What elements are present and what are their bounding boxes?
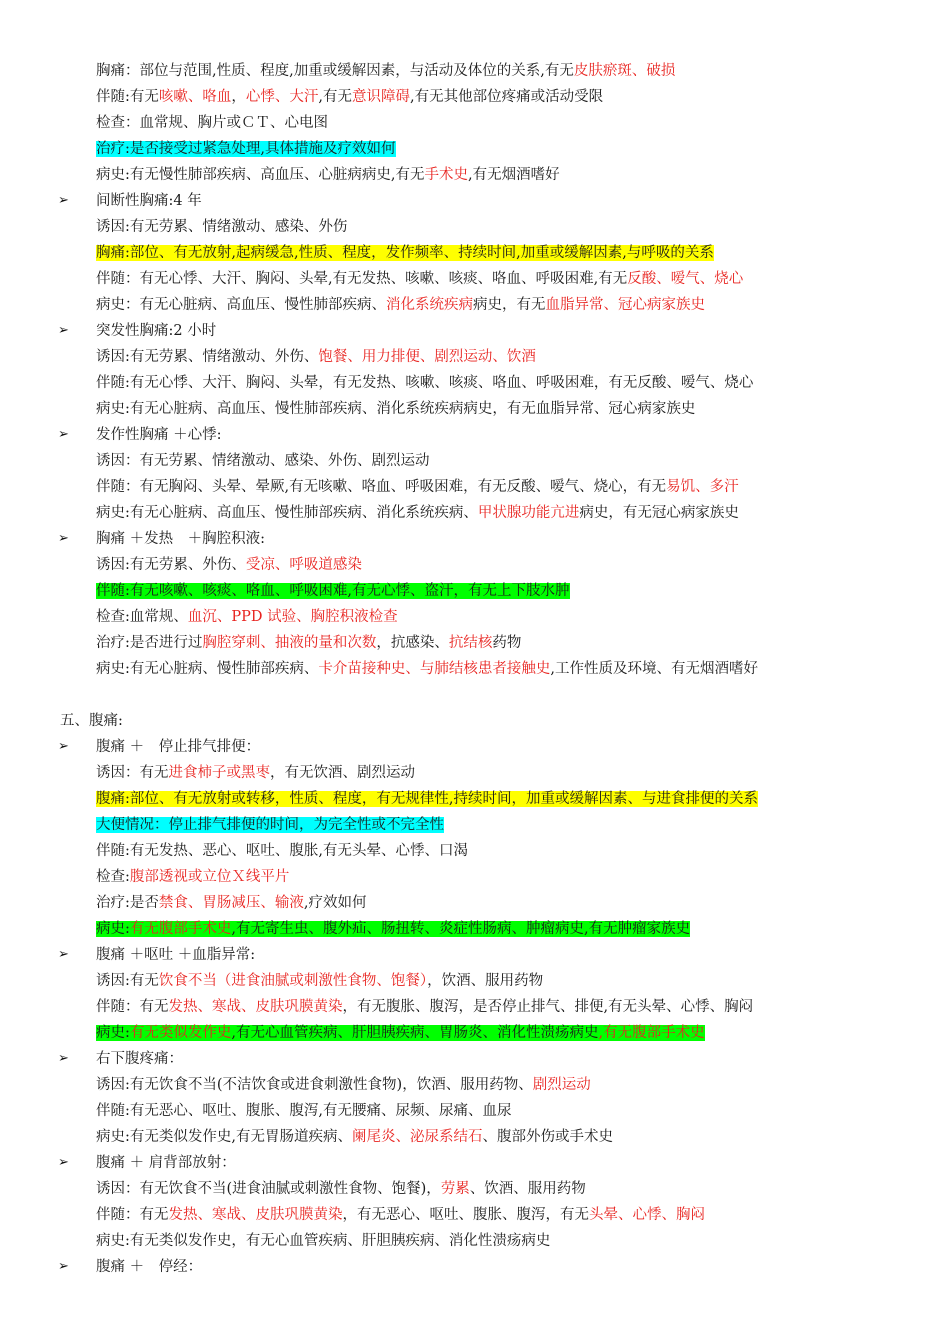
text-line [0, 1098, 950, 1124]
text-line [0, 396, 950, 422]
line-text: 伴随：有无 [96, 999, 169, 1015]
line-text: ,疗效如何 [303, 895, 367, 911]
line-text: 检查: [96, 869, 130, 885]
bullet-heading [0, 526, 950, 552]
text-line [0, 162, 950, 188]
text-line [0, 240, 950, 266]
text-line [0, 1202, 950, 1228]
text-line [0, 344, 950, 370]
text-line [0, 370, 950, 396]
document-body [0, 58, 950, 1280]
line-text: 胸痛：部位与范围,性质、程度,加重或缓解因素，与活动及体位的关系,有无 [96, 63, 574, 79]
highlighted-text: ,有无肿瘤家族史 [584, 921, 691, 937]
line-text: 检查：血常规、胸片或ＣＴ、心电图 [96, 115, 328, 131]
line-text: ,有无烟酒嗜好 [468, 167, 560, 183]
text-line [0, 136, 950, 162]
text-line [0, 916, 950, 942]
text-line [0, 1020, 950, 1046]
emphasis-text: 心悸、大汗 [245, 89, 319, 105]
highlighted-text: ,有无心血管疾病、肝胆胰疾病、胃肠炎、消化性溃疡病史 [231, 1025, 599, 1041]
bullet-heading [0, 422, 950, 448]
line-text: 间断性胸痛:4 年 [96, 193, 202, 209]
highlighted-text: 胸痛:部位、有无放射,起病缓急,性质、程度，发作频率、持续时间,加重或缓解因素,与呼吸的关系 [96, 245, 714, 261]
emphasis-text: 禁食、胃肠减压、输液 [158, 895, 304, 911]
line-text: 病史:有无类似发作史,有无胃肠道疾病、 [96, 1129, 352, 1145]
text-line [0, 474, 950, 500]
bullet-arrow-icon: ➢ [58, 323, 69, 338]
section-heading [0, 708, 950, 734]
emphasis-text: 进食柿子或黑枣 [168, 765, 270, 781]
bullet-arrow-icon: ➢ [58, 947, 69, 962]
text-line [0, 84, 950, 110]
highlighted-text: 有无腹部手术史 [129, 921, 232, 937]
highlighted-text: 有无类似发作史 [129, 1025, 232, 1041]
line-text: 伴随:有无恶心、呕吐、腹胀、腹泻,有无腰痛、尿频、尿痛、血尿 [96, 1103, 512, 1119]
emphasis-text: 皮肤瘀斑、破损 [573, 63, 676, 79]
line-text: 突发性胸痛:2 小时 [96, 323, 217, 339]
line-text: 伴随:有无心悸、大汗、胸闷、头晕，有无发热、咳嗽、咳痰、咯血、呼吸困难，有无反酸、嗳气、烧心 [96, 375, 754, 391]
text-line [0, 838, 950, 864]
emphasis-text: 反酸、嗳气、烧心 [627, 271, 744, 287]
bullet-arrow-icon: ➢ [58, 531, 69, 546]
line-text: 诱因:有无劳累、外伤、 [96, 557, 246, 573]
line-text: 、腹部外伤或手术史 [482, 1129, 613, 1145]
text-line [0, 500, 950, 526]
highlighted-text: 病史: [96, 1025, 130, 1041]
line-text: 五、腹痛: [60, 713, 123, 729]
text-line [0, 630, 950, 656]
line-text: 腹痛 ＋ 停经： [96, 1259, 203, 1275]
line-text: ，有无饮酒、剧烈运动 [270, 765, 415, 781]
line-text: 药物 [492, 635, 522, 651]
emphasis-text: 消化系统疾病 [386, 297, 473, 313]
line-text: 病史，有无 [473, 297, 546, 313]
emphasis-text: 腹部透视或立位Ｘ线平片 [129, 869, 290, 885]
bullet-heading [0, 734, 950, 760]
text-line [0, 890, 950, 916]
emphasis-text: 饱餐、用力排便、剧烈运动、饮酒 [318, 349, 536, 365]
emphasis-text: 甲状腺功能亢进 [477, 505, 580, 521]
text-line [0, 552, 950, 578]
bullet-heading [0, 1150, 950, 1176]
line-text: ,工作性质及环境、有无烟酒嗜好 [550, 661, 758, 677]
bullet-heading [0, 188, 950, 214]
line-text: 伴随:有无 [96, 89, 159, 105]
emphasis-text: 咳嗽、咯血 [158, 89, 232, 105]
emphasis-text: 阑尾炎、泌尿系结石 [352, 1129, 483, 1145]
text-line [0, 110, 950, 136]
emphasis-text: 血沉、PPD 试验、胸腔积液检查 [187, 609, 398, 625]
emphasis-text: 发热、寒战、皮肤巩膜黄染 [168, 999, 343, 1015]
line-text: 病史:有无心脏病、高血压、慢性肺部疾病、消化系统疾病、 [96, 505, 478, 521]
text-line [0, 1124, 950, 1150]
text-line [0, 578, 950, 604]
text-line [0, 786, 950, 812]
line-text: 诱因:有无劳累、情绪激动、感染、外伤 [96, 219, 348, 235]
bullet-arrow-icon: ➢ [58, 193, 69, 208]
bullet-arrow-icon: ➢ [58, 427, 69, 442]
line-text: 腹痛 ＋ 肩背部放射： [96, 1155, 236, 1171]
text-line [0, 994, 950, 1020]
line-text: ， [231, 89, 246, 105]
text-line [0, 266, 950, 292]
text-line [0, 58, 950, 84]
emphasis-text: 卡介苗接种史、与肺结核患者接触史 [318, 661, 551, 677]
highlighted-text: ,有无寄生虫、腹外疝、肠扭转、炎症性肠病、肿瘤病史 [231, 921, 584, 937]
emphasis-text: 头晕、心悸、胸闷 [589, 1207, 705, 1223]
line-text: 病史:有无心脏病、高血压、慢性肺部疾病、消化系统疾病病史，有无血脂异常、冠心病家族史 [96, 401, 696, 417]
highlighted-text: 腹痛:部位、有无放射或转移，性质、程度，有无规律性,持续时间，加重或缓解因素、与进食排便的关系 [96, 791, 758, 807]
line-text: 发作性胸痛 ＋心悸: [96, 427, 222, 443]
bullet-heading [0, 1046, 950, 1072]
text-line [0, 1228, 950, 1254]
line-text: 诱因:有无劳累、情绪激动、外伤、 [96, 349, 319, 365]
bullet-heading [0, 942, 950, 968]
emphasis-text: 血脂异常、冠心病家族史 [545, 297, 705, 313]
line-text: ，有无腹胀、腹泻，是否停止排气、排便,有无头晕、心悸、胸闷 [342, 999, 754, 1015]
line-text: ，有无恶心、呕吐、腹胀、腹泻，有无 [342, 1207, 589, 1223]
line-text: 治疗:是否进行过 [96, 635, 203, 651]
bullet-arrow-icon: ➢ [58, 1259, 69, 1274]
highlighted-text: 伴随:有无咳嗽、咳痰、咯血、呼吸困难,有无心悸、盗汗，有无上下肢水肿 [96, 583, 570, 599]
line-text: 诱因：有无饮食不当(进食油腻或刺激性食物、饱餐)， [96, 1181, 441, 1197]
emphasis-text: 意识障碍 [352, 89, 410, 105]
bullet-arrow-icon: ➢ [58, 1051, 69, 1066]
emphasis-text: 易饥、多汗 [666, 479, 739, 495]
emphasis-text: 手术史 [424, 167, 468, 183]
bullet-arrow-icon: ➢ [58, 1155, 69, 1170]
bullet-heading [0, 318, 950, 344]
line-text: 检查:血常规、 [96, 609, 188, 625]
line-text: ,有无 [318, 89, 352, 105]
text-line [0, 656, 950, 682]
line-text: 伴随:有无发热、恶心、呕吐、腹胀,有无头晕、心悸、口渴 [96, 843, 468, 859]
line-text: 胸痛 ＋发热 ＋胸腔积液: [96, 531, 265, 547]
line-text: 诱因：有无 [96, 765, 169, 781]
line-text: 病史:有无心脏病、慢性肺部疾病、 [96, 661, 319, 677]
line-text: 诱因：有无劳累、情绪激动、感染、外伤、剧烈运动 [96, 453, 430, 469]
line-text: 病史:有无慢性肺部疾病、高血压、心脏病病史,有无 [96, 167, 425, 183]
line-text: ，饮酒、服用药物 [427, 973, 544, 989]
line-text: 伴随：有无 [96, 1207, 169, 1223]
emphasis-text: 受凉、呼吸道感染 [245, 557, 362, 573]
line-text: 腹痛 ＋呕吐 ＋血脂异常: [96, 947, 256, 963]
highlighted-text: 病史: [96, 921, 130, 937]
emphasis-text: 发热、寒战、皮肤巩膜黄染 [168, 1207, 343, 1223]
highlighted-text: ,有无腹部手术史 [598, 1025, 705, 1041]
line-text: 伴随：有无胸闷、头晕、晕厥,有无咳嗽、咯血、呼吸困难，有无反酸、嗳气、烧心，有无 [96, 479, 667, 495]
line-text: 伴随：有无心悸、大汗、胸闷、头晕,有无发热、咳嗽、咳痰、咯血、呼吸困难,有无 [96, 271, 628, 287]
line-text: 病史：有无心脏病、高血压、慢性肺部疾病、 [96, 297, 386, 313]
blank-line [0, 682, 950, 708]
text-line [0, 1176, 950, 1202]
highlighted-text: 大便情况：停止排气排便的时间，为完全性或不完全性 [96, 817, 444, 833]
text-line [0, 604, 950, 630]
emphasis-text: 饮食不当（进食油腻或刺激性食物、饱餐） [158, 973, 428, 989]
text-line [0, 812, 950, 838]
text-line [0, 760, 950, 786]
emphasis-text: 劳累 [440, 1181, 470, 1197]
line-text: 右下腹疼痛： [96, 1051, 183, 1067]
highlighted-text: 治疗:是否接受过紧急处理,具体措施及疗效如何 [96, 141, 396, 157]
text-line [0, 214, 950, 240]
emphasis-text: 胸腔穿刺、抽液的量和次数 [202, 635, 377, 651]
text-line [0, 864, 950, 890]
text-line [0, 292, 950, 318]
bullet-heading [0, 1254, 950, 1280]
emphasis-text: 剧烈运动 [532, 1077, 591, 1093]
line-text: 、饮酒、服用药物 [469, 1181, 586, 1197]
line-text: 诱因:有无饮食不当(不洁饮食或进食刺激性食物)，饮酒、服用药物、 [96, 1077, 533, 1093]
emphasis-text: 抗结核 [448, 635, 493, 651]
bullet-arrow-icon: ➢ [58, 739, 69, 754]
text-line [0, 968, 950, 994]
text-line [0, 1072, 950, 1098]
line-text: ,有无其他部位疼痛或活动受限 [410, 89, 604, 105]
line-text: 病史:有无类似发作史，有无心血管疾病、肝胆胰疾病、消化性溃疡病史 [96, 1233, 551, 1249]
line-text: ，抗感染、 [376, 635, 449, 651]
line-text: 诱因:有无 [96, 973, 159, 989]
text-line [0, 448, 950, 474]
line-text: 治疗:是否 [96, 895, 159, 911]
line-text: 腹痛 ＋ 停止排气排便： [96, 739, 261, 755]
line-text: 病史，有无冠心病家族史 [579, 505, 739, 521]
